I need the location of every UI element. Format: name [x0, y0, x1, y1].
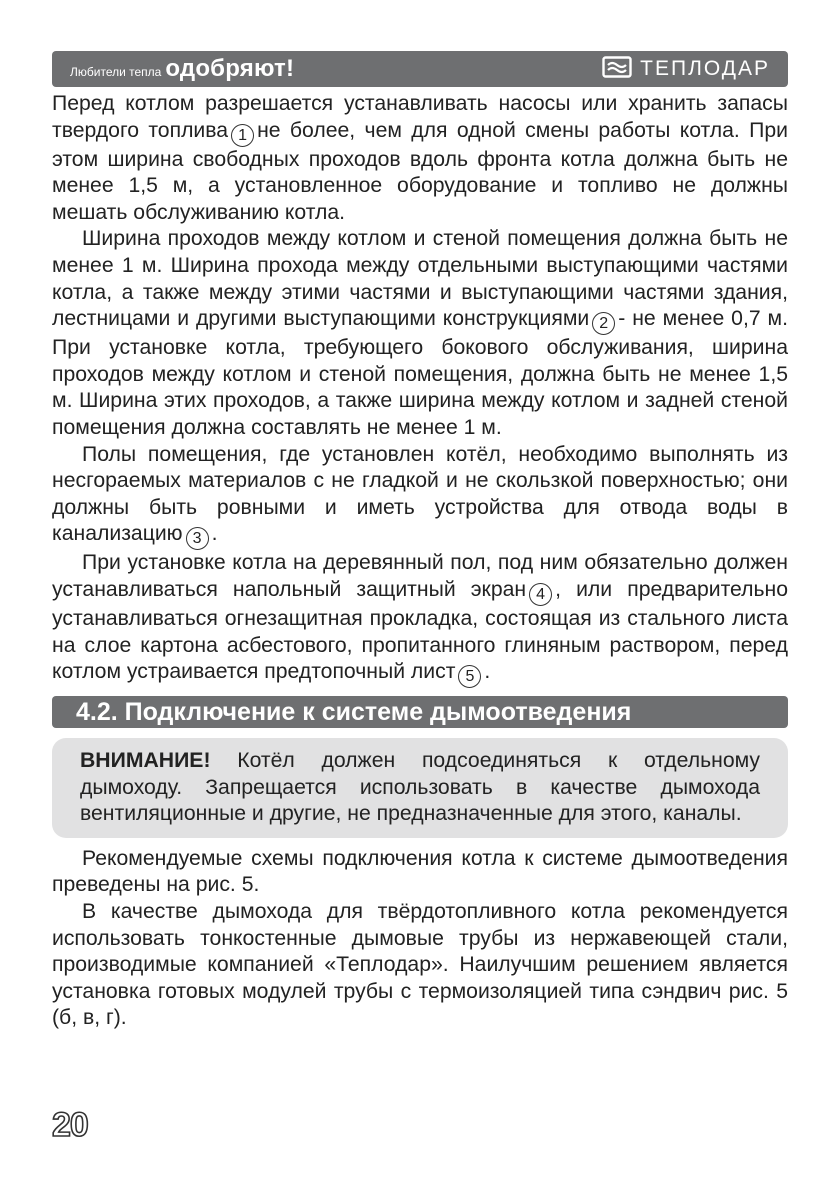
paragraph-4-text-a: При установке котла на деревянный пол, под ним обязательно должен устанавливаться напольный защитный экран	[52, 551, 788, 601]
teplodar-logo-icon	[602, 56, 632, 83]
callout-number-5: 5	[458, 665, 481, 688]
warning-text: Котёл должен подсоединяться к отдельному дымоходу. Запрещается использовать в качестве дымохода вентиляционные и другие, не предназначенные для этого, каналы.	[80, 749, 761, 826]
paragraph-1-text-b: не более, чем для одной смены работы котла. При этом ширина свободных проходов вдоль фронта котла должна быть не менее 1,5 м, а установленное оборудование и топливо не должны мешать обслуживанию котла.	[52, 118, 789, 224]
page-number: 20	[52, 1106, 88, 1144]
brand-logo	[602, 56, 770, 83]
paragraph-1	[52, 91, 788, 226]
paragraph-2-text-b: - не менее 0,7 м. При установке котла, требующего бокового обслуживания, ширина проходов между котлом и стеной помещения, должна быть не менее 1,5 м. Ширина этих проходов, а также ширина между котлом и задней стеной помещения должна составлять не менее 1 м.	[52, 307, 788, 439]
paragraph-4-text-b: , или предварительно устанавливаться огнезащитная прокладка, состоящая из стального листа на слое картона асбестового, пропитанного глиняным раствором, перед котлом устраивается предтопочный лист	[52, 577, 789, 684]
warning-box	[52, 738, 788, 838]
warning-paragraph	[80, 748, 760, 828]
paragraph-3-text-b: .	[211, 522, 218, 546]
callout-number-1: 1	[231, 124, 254, 147]
paragraph-6: В качестве дымохода для твёрдотопливного котла рекомендуется использовать тонкостенные дымовые трубы из нержавеющей стали, производимые компанией «Теплодар». Наилучшим решением является установка готовых модулей трубы с термоизоляцией типа сэндвич рис. 5 (б, в, г).	[52, 900, 788, 1030]
paragraph-2-text-a: Ширина проходов между котлом и стеной помещения должна быть не менее 1 м. Ширина прохода между отдельными выступающими частями котла, а также между этими частями и выступающими частями здания, лестницами и другими выступающими конструкциями	[52, 227, 788, 331]
callout-number-3: 3	[186, 527, 209, 550]
header-slogan	[70, 55, 294, 83]
warning-label: ВНИМАНИЕ!	[80, 749, 211, 773]
callout-number-4: 4	[529, 583, 552, 606]
paragraph-2	[52, 226, 788, 441]
page-content	[52, 91, 788, 1032]
slogan-big: одобряют!	[165, 55, 295, 82]
paragraph-5: Рекомендуемые схемы подключения котла к системе дымоотведения преведены на рис. 5.	[52, 846, 788, 897]
paragraph-3	[52, 442, 788, 551]
paragraph-1-text-a: Перед котлом разрешается устанавливать насосы или хранить запасы твердого топлива	[52, 92, 788, 142]
callout-number-2: 2	[592, 312, 615, 335]
paragraph-3-text-a: Полы помещения, где установлен котёл, необходимо выполнять из несгораемых материалов с не гладкой и не скользкой поверхностью; они должны быть ровными и иметь устройства для отвода воды в канализацию	[52, 442, 788, 546]
brand-name: ТЕПЛОДАР	[640, 57, 770, 80]
paragraph-4	[52, 550, 788, 688]
slogan-small: Любители тепла	[70, 65, 162, 79]
paragraph-4-text-c: .	[484, 660, 491, 684]
section-heading: 4.2. Подключение к системе дымоотведения	[52, 696, 788, 728]
page-header	[52, 51, 788, 87]
